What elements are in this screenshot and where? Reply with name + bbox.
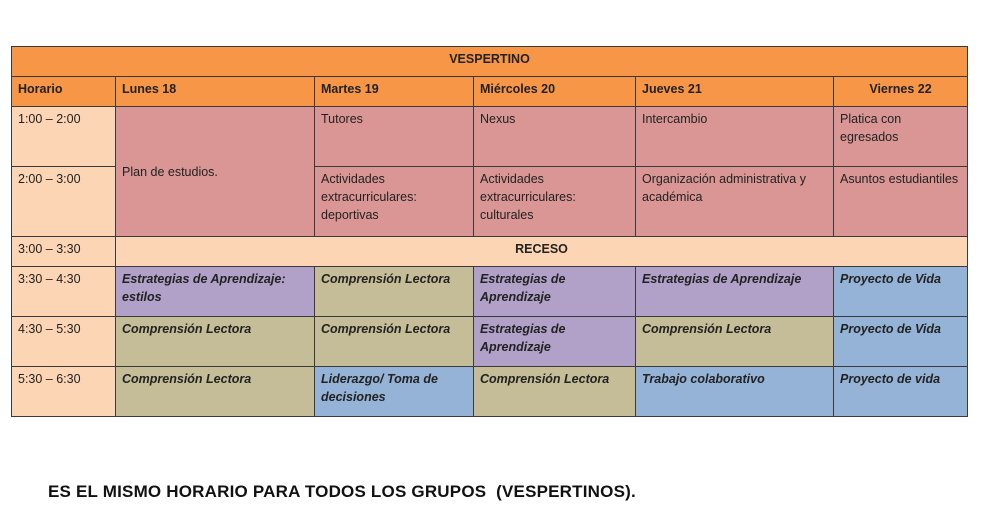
cell: Nexus bbox=[474, 107, 636, 167]
cell: Comprensión Lectora bbox=[474, 367, 636, 417]
cell: Asuntos estudiantiles bbox=[834, 167, 968, 237]
cell: Comprensión Lectora bbox=[636, 317, 834, 367]
cell: Estrategias de Aprendizaje: estilos bbox=[116, 267, 315, 317]
schedule-table bbox=[11, 46, 968, 417]
time-cell: 3:00 – 3:30 bbox=[12, 237, 116, 267]
cell: Tutores bbox=[315, 107, 474, 167]
cell: Intercambio bbox=[636, 107, 834, 167]
cell-plan-de-estudios: Plan de estudios. bbox=[116, 107, 315, 237]
cell: Estrategias de Aprendizaje bbox=[636, 267, 834, 317]
time-cell: 4:30 – 5:30 bbox=[12, 317, 116, 367]
cell: Comprensión Lectora bbox=[315, 317, 474, 367]
cell: Estrategias de Aprendizaje bbox=[474, 267, 636, 317]
cell: Liderazgo/ Toma de decisiones bbox=[315, 367, 474, 417]
cell: Actividades extracurriculares: deportivas bbox=[315, 167, 474, 237]
cell: Proyecto de vida bbox=[834, 367, 968, 417]
header-row bbox=[12, 77, 968, 107]
time-cell: 5:30 – 6:30 bbox=[12, 367, 116, 417]
cell: Comprensión Lectora bbox=[116, 317, 315, 367]
cell: Organización administrativa y académica bbox=[636, 167, 834, 237]
receso-cell: RECESO bbox=[116, 237, 968, 267]
cell: Proyecto de Vida bbox=[834, 267, 968, 317]
time-cell: 1:00 – 2:00 bbox=[12, 107, 116, 167]
table-row bbox=[12, 367, 968, 417]
header-martes: Martes 19 bbox=[315, 77, 474, 107]
cell: Proyecto de Vida bbox=[834, 317, 968, 367]
table-row bbox=[12, 317, 968, 367]
time-cell: 3:30 – 4:30 bbox=[12, 267, 116, 317]
header-jueves: Jueves 21 bbox=[636, 77, 834, 107]
header-lunes: Lunes 18 bbox=[116, 77, 315, 107]
header-horario: Horario bbox=[12, 77, 116, 107]
time-cell: 2:00 – 3:00 bbox=[12, 167, 116, 237]
header-viernes: Viernes 22 bbox=[834, 77, 968, 107]
table-title: VESPERTINO bbox=[12, 47, 968, 77]
cell: Comprensión Lectora bbox=[315, 267, 474, 317]
table-row bbox=[12, 267, 968, 317]
cell: Estrategias de Aprendizaje bbox=[474, 317, 636, 367]
table-row bbox=[12, 237, 968, 267]
header-miercoles: Miércoles 20 bbox=[474, 77, 636, 107]
cell: Actividades extracurriculares: culturales bbox=[474, 167, 636, 237]
footer-note: ES EL MISMO HORARIO PARA TODOS LOS GRUPOS (VESPERTINOS). bbox=[48, 482, 636, 501]
table-row bbox=[12, 107, 968, 167]
cell: Trabajo colaborativo bbox=[636, 367, 834, 417]
cell: Platica con egresados bbox=[834, 107, 968, 167]
cell: Comprensión Lectora bbox=[116, 367, 315, 417]
